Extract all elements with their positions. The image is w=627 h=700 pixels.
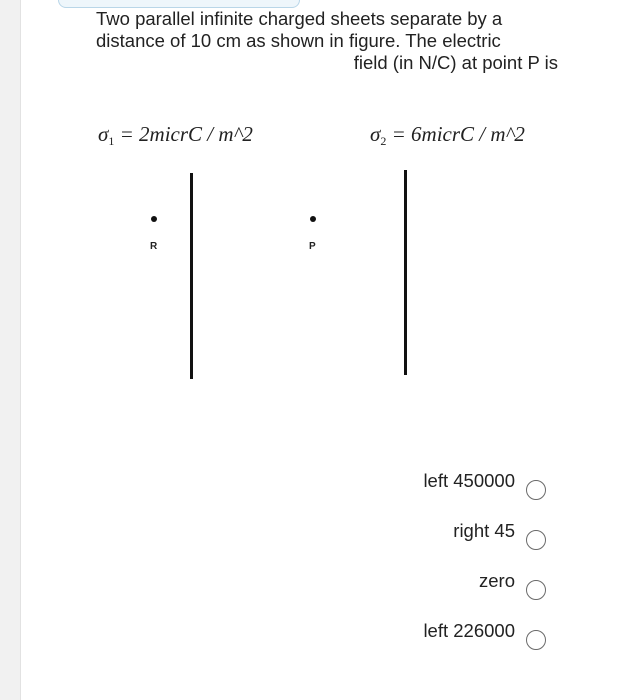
- sigma2-value: = 6micrC / m^2: [386, 122, 525, 146]
- option-1-label: left 450000: [423, 470, 515, 491]
- option-2-radio[interactable]: [526, 530, 546, 550]
- sigma1-symbol: σ: [98, 122, 109, 146]
- header-tab: [58, 0, 300, 8]
- option-2[interactable]: [380, 516, 595, 546]
- option-4-radio[interactable]: [526, 630, 546, 650]
- point-r-dot: [151, 216, 157, 222]
- option-3-label: zero: [479, 570, 515, 591]
- option-1[interactable]: [380, 466, 595, 496]
- option-2-label: right 45: [453, 520, 515, 541]
- option-4-label: left 226000: [423, 620, 515, 641]
- sigma2-symbol: σ: [370, 122, 381, 146]
- option-4[interactable]: [380, 616, 595, 646]
- option-1-radio[interactable]: [526, 480, 546, 500]
- point-p-label: P: [309, 241, 316, 252]
- sigma1-label: [98, 122, 253, 149]
- sheet-1-line: [190, 173, 193, 379]
- question-line-3: field (in N/C) at point P is: [353, 52, 558, 73]
- question-line-1: Two parallel infinite charged sheets separate by a: [96, 8, 503, 29]
- left-margin-strip: [0, 0, 21, 700]
- question-line-2: distance of 10 cm as shown in figure. The electric: [96, 30, 501, 51]
- point-p-dot: [310, 216, 316, 222]
- sigma2-label: [370, 122, 525, 149]
- question-text: [96, 8, 558, 74]
- sigma1-value: = 2micrC / m^2: [114, 122, 253, 146]
- sheet-2-line: [404, 170, 407, 375]
- point-r-label: R: [150, 241, 158, 252]
- sigma1-subscript: 1: [108, 134, 115, 148]
- sigma2-subscript: 2: [380, 134, 387, 148]
- option-3[interactable]: [380, 566, 595, 596]
- option-3-radio[interactable]: [526, 580, 546, 600]
